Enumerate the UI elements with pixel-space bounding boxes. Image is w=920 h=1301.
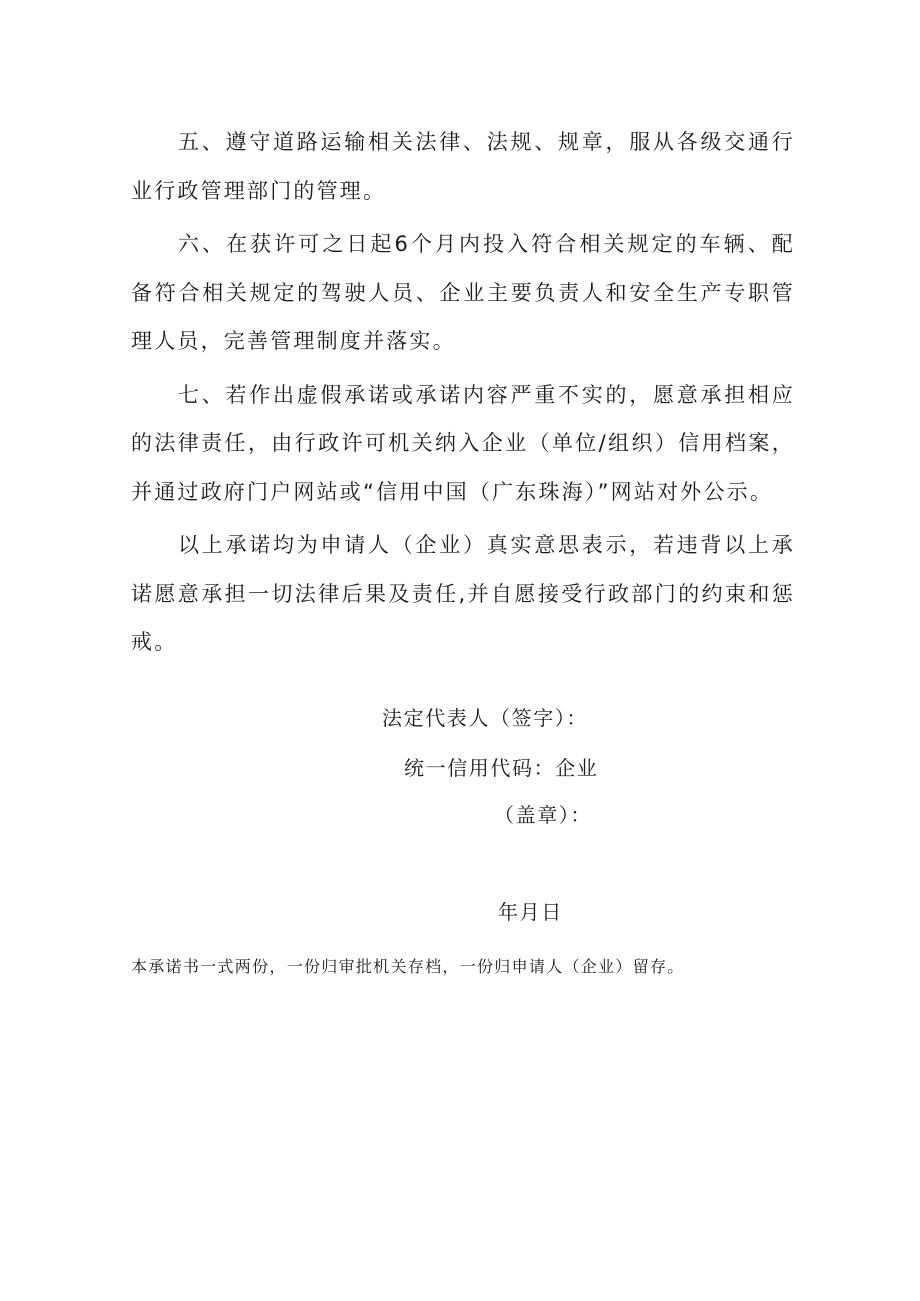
clause-six: 六、在获许可之日起6个月内投入符合相关规定的车辆、配备符合相关规定的驾驶人员、企业主要负责人和安全生产专职管理人员，完善管理制度并落实。 xyxy=(131,232,795,353)
closing-statement: 以上承诺均为申请人（企业）真实意思表示，若违背以上承诺愿意承担一切法律后果及责任,并自愿接受行政部门的约束和惩戒。 xyxy=(131,533,795,654)
seal-label: （盖章）： xyxy=(494,803,592,827)
unified-credit-code-label: 统一信用代码：企业 xyxy=(404,756,599,780)
copies-footnote: 本承诺书一式两份，一份归审批机关存档，一份归申请人（企业）留存。 xyxy=(131,957,685,976)
clause-five: 五、遵守道路运输相关法律、法规、规章，服从各级交通行业行政管理部门的管理。 xyxy=(131,130,795,203)
date-label: 年月日 xyxy=(498,900,563,924)
legal-representative-signature-label: 法定代表人（签字）： xyxy=(382,706,588,730)
clause-seven: 七、若作出虚假承诺或承诺内容严重不实的，愿意承担相应的法律责任，由行政许可机关纳入企业（单位/组织）信用档案，并通过政府门户网站或“信用中国（广东珠海）”网站对外公示。 xyxy=(131,382,795,504)
commitment-body xyxy=(131,118,795,672)
